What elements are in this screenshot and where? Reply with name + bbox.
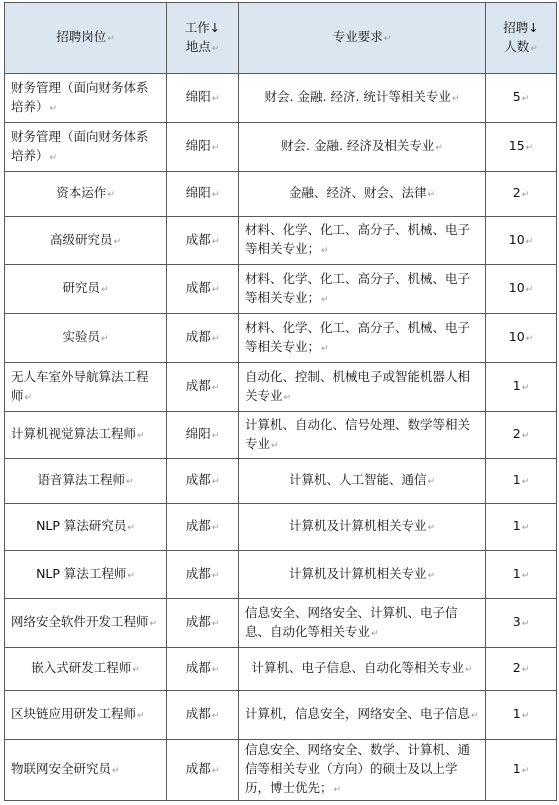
return-mark: ↵ <box>321 246 329 256</box>
return-mark: ↵ <box>525 334 534 344</box>
count-cell-text: 1 <box>512 472 521 487</box>
requirement-cell <box>239 648 486 691</box>
table-row <box>5 412 557 459</box>
count-cell <box>486 265 557 314</box>
return-mark: ↵ <box>383 34 392 44</box>
count-cell <box>486 74 557 123</box>
requirement-cell <box>239 74 486 123</box>
count-cell <box>486 599 557 648</box>
position-cell <box>5 172 167 217</box>
return-mark: ↵ <box>427 570 436 581</box>
position-cell <box>5 363 167 412</box>
requirement-cell-text: 计算机、电子信息、自动化等相关专业 <box>251 660 464 675</box>
return-mark: ↵ <box>211 43 220 54</box>
count-cell <box>486 504 557 551</box>
requirement-cell-text: 计算机、人工智能、通信 <box>288 472 427 487</box>
count-cell-text: 1 <box>512 706 521 721</box>
location-cell <box>167 459 239 504</box>
requirement-cell-text: 财会. 金融. 经济. 统计等相关专业 <box>264 89 451 104</box>
position-cell <box>5 74 167 123</box>
return-mark: ↵ <box>435 143 443 153</box>
return-mark: ↵ <box>107 190 115 200</box>
location-cell-text: 成都 <box>185 706 211 721</box>
table-row <box>5 363 557 412</box>
return-mark: ↵ <box>149 619 158 629</box>
position-cell <box>5 412 167 459</box>
return-mark: ↵ <box>333 785 342 795</box>
location-cell-text: 成都 <box>185 472 211 487</box>
table-row <box>5 740 557 801</box>
position-cell-text: 区块链应用研发工程师 <box>11 706 137 721</box>
requirement-cell <box>239 314 486 363</box>
requirement-cell-text: 计算机，信息安全，网络安全、电子信息 <box>245 706 471 721</box>
location-cell <box>167 551 239 599</box>
count-cell-text: 10 <box>508 329 525 344</box>
position-cell <box>5 504 167 551</box>
return-mark: ↵ <box>211 711 220 721</box>
return-mark: ↵ <box>100 285 109 295</box>
return-mark: ↵ <box>211 143 220 153</box>
table-row <box>5 123 557 172</box>
return-mark: ↵ <box>321 294 329 305</box>
return-mark: ↵ <box>125 477 134 487</box>
location-cell <box>167 217 239 265</box>
count-cell <box>486 172 557 217</box>
location-cell-text: 成都 <box>185 280 211 295</box>
table-header-row <box>5 3 557 74</box>
return-mark: ↵ <box>427 523 436 533</box>
return-mark: ↵ <box>211 523 220 533</box>
return-mark: ↵ <box>371 628 379 639</box>
header-requirement: 专业要求↵ <box>239 3 486 74</box>
count-cell <box>486 412 557 459</box>
return-mark: ↵ <box>127 570 135 581</box>
position-cell <box>5 740 167 801</box>
return-mark: ↵ <box>521 523 530 533</box>
return-mark: ↵ <box>100 334 109 344</box>
return-mark: ↵ <box>471 711 479 721</box>
count-cell-text: 2 <box>512 660 521 675</box>
requirement-cell <box>239 363 486 412</box>
return-mark: ↵ <box>211 285 220 295</box>
return-mark: ↵ <box>137 431 145 441</box>
return-mark: ↵ <box>521 477 530 487</box>
return-mark: ↵ <box>283 392 292 403</box>
position-cell-text: NLP 算法工程师 <box>36 565 127 581</box>
requirement-cell <box>239 740 486 801</box>
location-cell <box>167 504 239 551</box>
table-row <box>5 551 557 599</box>
position-cell-text: 计算机视觉算法工程师 <box>11 426 137 441</box>
count-cell <box>486 691 557 740</box>
return-mark: ↵ <box>127 523 135 533</box>
header-position: 招聘岗位↵ <box>5 3 167 74</box>
header-location: 工作↓ 地点↵ <box>167 3 239 74</box>
return-mark: ↵ <box>464 665 473 675</box>
count-cell <box>486 648 557 691</box>
position-cell-text: 网络安全软件开发工程师 <box>11 614 149 629</box>
location-cell <box>167 172 239 217</box>
return-mark: ↵ <box>521 711 530 721</box>
location-cell-text: 成都 <box>185 565 211 581</box>
requirement-cell-text: 材料、化学、化工、高分子、机械、电子等相关专业； <box>245 222 471 256</box>
table-row <box>5 314 557 363</box>
requirement-cell <box>239 217 486 265</box>
requirement-cell-text: 材料、化学、化工、高分子、机械、电子等相关专业； <box>245 270 471 305</box>
location-cell-text: 成都 <box>185 761 211 776</box>
requirement-cell <box>239 599 486 648</box>
return-mark: ↵ <box>211 619 220 629</box>
location-cell <box>167 648 239 691</box>
count-cell <box>486 217 557 265</box>
count-cell <box>486 314 557 363</box>
return-mark: ↵ <box>211 431 220 441</box>
position-cell-text: 财务管理（面向财务体系培养） <box>11 128 149 163</box>
return-mark: ↵ <box>49 152 58 163</box>
return-mark: ↵ <box>525 236 534 247</box>
position-cell <box>5 459 167 504</box>
location-cell <box>167 123 239 172</box>
table-row <box>5 648 557 691</box>
location-cell <box>167 740 239 801</box>
position-cell-text: 财务管理（面向财务体系培养） <box>11 79 149 114</box>
table-row <box>5 172 557 217</box>
return-mark: ↵ <box>525 285 534 295</box>
position-cell <box>5 599 167 648</box>
location-cell <box>167 314 239 363</box>
count-cell-text: 1 <box>512 565 521 581</box>
location-cell-text: 成都 <box>185 378 211 393</box>
requirement-cell <box>239 172 486 217</box>
location-cell <box>167 265 239 314</box>
location-cell-text: 绵阳 <box>185 138 211 153</box>
location-cell-text: 成都 <box>185 614 211 629</box>
requirement-cell-text: 自动化、控制、机械电子或智能机器人相关专业 <box>245 368 471 403</box>
position-cell <box>5 551 167 599</box>
count-cell-text: 1 <box>512 518 521 533</box>
return-mark: ↵ <box>521 383 530 393</box>
count-cell-text: 5 <box>512 89 521 104</box>
position-cell-text: NLP 算法研究员 <box>36 518 127 533</box>
location-cell-text: 绵阳 <box>185 426 211 441</box>
return-mark: ↵ <box>211 766 220 776</box>
count-cell-text: 2 <box>512 185 521 200</box>
position-cell-text: 无人车室外导航算法工程师 <box>11 368 149 403</box>
location-cell-text: 成都 <box>185 518 211 533</box>
requirement-cell-text: 计算机及计算机相关专业 <box>288 565 427 581</box>
requirement-cell-text: 信息安全、网络安全、计算机、电子信息、自动化等相关专业 <box>245 604 458 639</box>
location-cell-text: 绵阳 <box>185 185 211 200</box>
table-row <box>5 74 557 123</box>
return-mark: ↵ <box>211 665 220 675</box>
requirement-cell <box>239 504 486 551</box>
return-mark: ↵ <box>211 94 220 104</box>
return-mark: ↵ <box>137 711 145 721</box>
return-mark: ↵ <box>521 766 530 776</box>
return-mark: ↵ <box>211 236 220 247</box>
count-cell-text: 1 <box>512 378 521 393</box>
count-cell-text: 3 <box>512 614 521 629</box>
return-mark: ↵ <box>132 665 140 675</box>
position-cell <box>5 691 167 740</box>
return-mark: ↵ <box>521 619 530 629</box>
position-cell-text: 资本运作 <box>56 185 107 200</box>
location-cell <box>167 412 239 459</box>
return-mark: ↵ <box>211 334 220 344</box>
requirement-cell-text: 计算机、自动化、信号处理、数学等相关专业 <box>245 416 471 451</box>
return-mark: ↵ <box>321 343 329 354</box>
table-row <box>5 459 557 504</box>
requirement-cell-text: 信息安全、网络安全、数学、计算机、通信等相关专业（方向）的硕士及以上学历，博士优先； <box>245 742 471 795</box>
position-cell <box>5 314 167 363</box>
requirement-cell <box>239 123 486 172</box>
requirement-cell-text: 计算机及计算机相关专业 <box>288 518 427 533</box>
location-cell-text: 成都 <box>185 329 211 344</box>
count-cell <box>486 740 557 801</box>
recruitment-table <box>4 2 557 801</box>
location-cell-text: 绵阳 <box>185 89 211 104</box>
count-cell-text: 15 <box>508 138 525 153</box>
return-mark: ↵ <box>211 570 220 581</box>
return-mark: ↵ <box>24 392 33 403</box>
position-cell-text: 物联网安全研究员 <box>11 761 112 776</box>
table-row <box>5 217 557 265</box>
location-cell-text: 成都 <box>185 231 211 247</box>
position-cell-text: 高级研究员 <box>49 231 113 247</box>
count-cell <box>486 363 557 412</box>
return-mark: ↵ <box>521 94 530 104</box>
return-mark: ↵ <box>451 94 460 104</box>
return-mark: ↵ <box>49 103 58 114</box>
table-row <box>5 504 557 551</box>
table-row <box>5 599 557 648</box>
position-cell <box>5 123 167 172</box>
header-count: 招聘↓ 人数↵ <box>486 3 557 74</box>
requirement-cell <box>239 265 486 314</box>
position-cell <box>5 265 167 314</box>
count-cell-text: 10 <box>508 231 525 247</box>
location-cell-text: 成都 <box>185 660 211 675</box>
position-cell-text: 实验员 <box>62 329 100 344</box>
return-mark: ↵ <box>113 236 122 247</box>
table-row <box>5 691 557 740</box>
return-mark: ↵ <box>211 383 220 393</box>
return-mark: ↵ <box>112 766 120 776</box>
count-cell <box>486 123 557 172</box>
return-mark: ↵ <box>525 143 534 153</box>
return-mark: ↵ <box>530 43 538 54</box>
requirement-cell-text: 金融、经济、财会、法律 <box>288 185 427 200</box>
table-row <box>5 265 557 314</box>
count-cell-text: 1 <box>512 761 521 776</box>
count-cell <box>486 551 557 599</box>
requirement-cell-text: 财会. 金融. 经济及相关专业 <box>281 138 435 153</box>
requirement-cell <box>239 691 486 740</box>
return-mark: ↵ <box>211 477 220 487</box>
return-mark: ↵ <box>427 477 436 487</box>
count-cell-text: 2 <box>512 426 521 441</box>
position-cell-text: 嵌入式研发工程师 <box>31 660 132 675</box>
location-cell <box>167 599 239 648</box>
location-cell <box>167 363 239 412</box>
return-mark: ↵ <box>427 190 436 200</box>
return-mark: ↵ <box>521 665 530 675</box>
return-mark: ↵ <box>211 190 220 200</box>
return-mark: ↵ <box>521 431 530 441</box>
return-mark: ↵ <box>271 440 279 451</box>
position-cell <box>5 217 167 265</box>
requirement-cell <box>239 459 486 504</box>
count-cell-text: 10 <box>508 280 525 295</box>
location-cell <box>167 74 239 123</box>
requirement-cell-text: 材料、化学、化工、高分子、机械、电子等相关专业； <box>245 319 471 354</box>
return-mark: ↵ <box>521 570 530 581</box>
position-cell-text: 研究员 <box>62 280 100 295</box>
requirement-cell <box>239 412 486 459</box>
count-cell <box>486 459 557 504</box>
return-mark: ↵ <box>107 34 115 44</box>
requirement-cell <box>239 551 486 599</box>
position-cell <box>5 648 167 691</box>
position-cell-text: 语音算法工程师 <box>37 472 125 487</box>
location-cell <box>167 691 239 740</box>
return-mark: ↵ <box>521 190 530 200</box>
